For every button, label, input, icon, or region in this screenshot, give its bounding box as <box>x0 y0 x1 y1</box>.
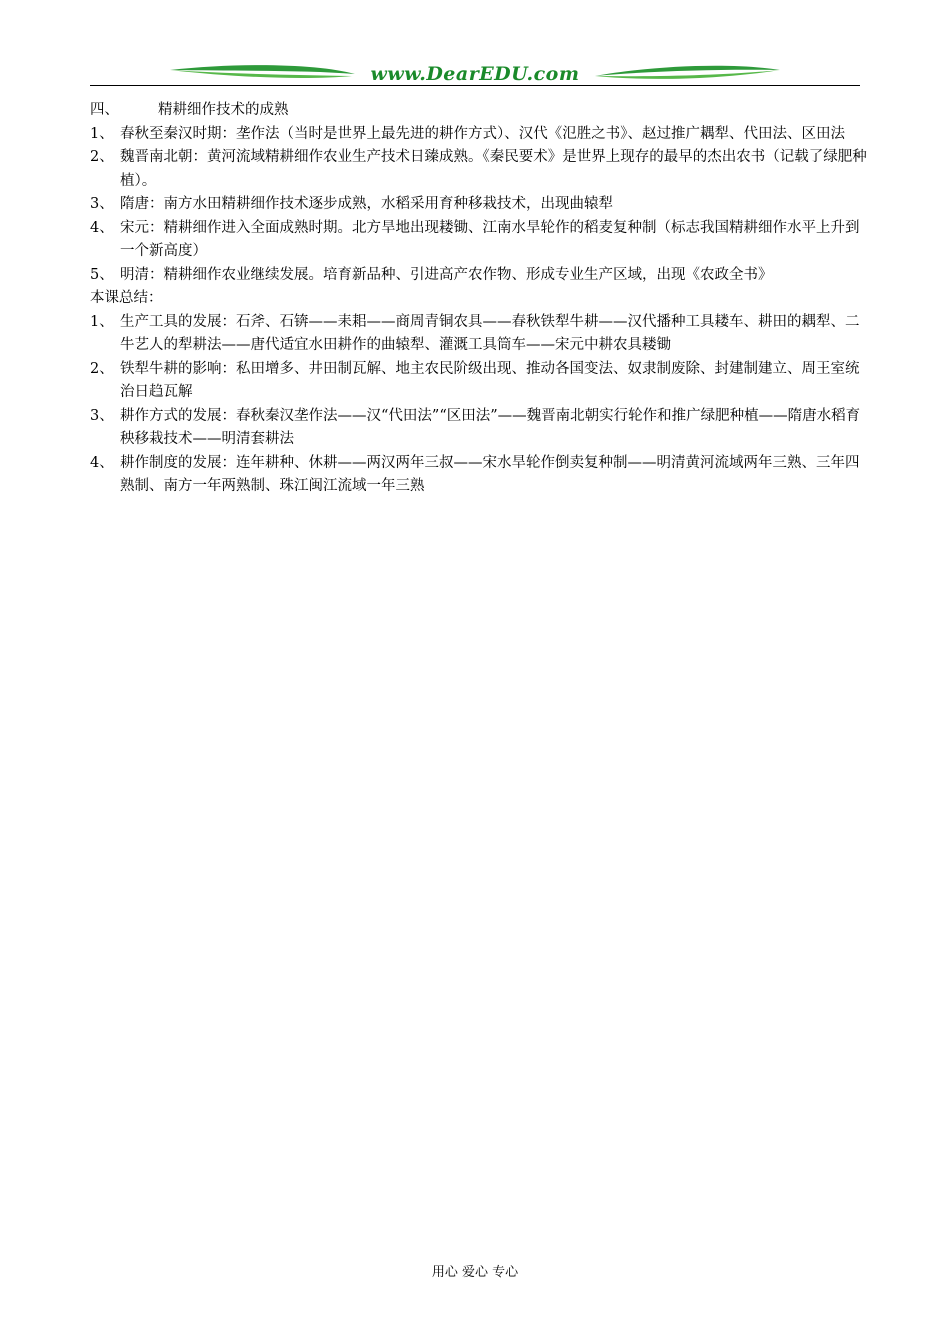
list-item <box>90 217 870 264</box>
item-text: 明清：精耕细作农业继续发展。培育新品种、引进高产农作物、形成专业生产区域，出现《农政全书》 <box>120 266 773 283</box>
item-text: 耕作方式的发展：春秋秦汉垄作法——汉“代田法”“区田法”——魏晋南北朝实行轮作和推广绿肥种植——隋唐水稻育秧移栽技术——明清套耕法 <box>120 407 861 447</box>
list-item <box>90 264 870 288</box>
summary-title: 本课总结： <box>90 290 163 306</box>
item-text: 铁犁牛耕的影响：私田增多、井田制瓦解、地主农民阶级出现、推动各国变法、奴隶制废除、封建制建立、周王室统治日趋瓦解 <box>120 360 860 400</box>
item-number: 2、 <box>90 360 114 377</box>
document-body <box>90 99 870 499</box>
item-number: 1、 <box>90 313 114 330</box>
item-text: 魏晋南北朝：黄河流域精耕细作农业生产技术日臻成熟。《秦民要术》是世界上现存的最早的杰出农书（记载了绿肥种植）。 <box>120 149 867 189</box>
item-text: 宋元：精耕细作进入全面成熟时期。北方旱地出现耧锄、江南水旱轮作的稻麦复种制（标志我国精耕细作水平上升到一个新高度） <box>120 219 860 259</box>
section-title: 精耕细作技术的成熟 <box>158 102 289 118</box>
list-item <box>90 405 870 452</box>
header-divider <box>90 85 860 86</box>
list-item <box>90 193 870 217</box>
item-text: 春秋至秦汉时期：垄作法（当时是世界上最先进的耕作方式）、汉代《氾胜之书》、赵过推广耦犁、代田法、区田法 <box>120 125 845 142</box>
page-footer: 用心 爱心 专心 <box>431 1265 519 1280</box>
item-text: 耕作制度的发展：连年耕种、休耕——两汉两年三叔——宋水旱轮作倒卖复种制——明清黄河流域两年三熟、三年四熟制、南方一年两熟制、珠江闽江流域一年三熟 <box>120 454 860 494</box>
section-number: 四、 <box>90 102 119 118</box>
site-logo-text: www.DearEDU.com <box>370 63 580 85</box>
item-number: 5、 <box>90 266 114 283</box>
item-number: 3、 <box>90 196 114 212</box>
item-number: 4、 <box>90 454 114 471</box>
item-number: 2、 <box>90 149 114 165</box>
item-text: 生产工具的发展：石斧、石锛——耒耜——商周青铜农具——春秋铁犁牛耕——汉代播种工具耧车、耕田的耦犁、二牛艺人的犁耕法——唐代适宜水田耕作的曲辕犁、灌溉工具筒车——宋元中耕农具耧锄 <box>120 313 860 353</box>
item-number: 4、 <box>90 219 114 236</box>
list-item <box>90 358 870 405</box>
list-item <box>90 123 870 147</box>
section-heading <box>90 99 870 123</box>
list-item <box>90 452 870 499</box>
list-item <box>90 311 870 358</box>
item-number: 1、 <box>90 125 114 142</box>
list-item <box>90 146 870 193</box>
item-text: 隋唐：南方水田精耕细作技术逐步成熟，水稻采用育种移栽技术，出现曲辕犁 <box>120 196 613 212</box>
item-number: 3、 <box>90 407 114 424</box>
